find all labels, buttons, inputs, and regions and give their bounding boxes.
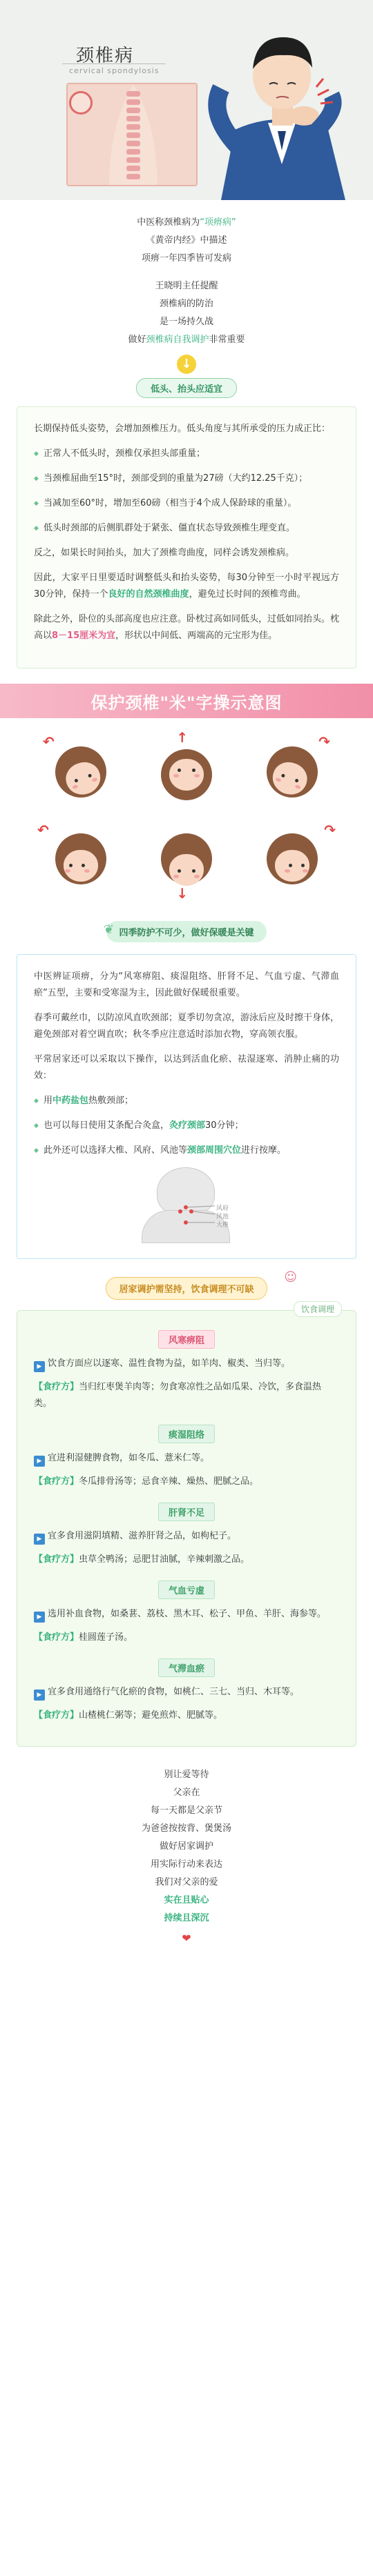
posture-paragraph-3-suffix: ，避免过长时间的颈椎弯曲。 [189, 589, 306, 600]
posture-bullet-4: ◆ 低头时颈部的后侧肌群处于紧张、僵直状态导致颈椎生理变直。 [34, 520, 339, 537]
acupoint-label-fengchi: 风池 [216, 1213, 229, 1220]
up-arrow-icon: ↑ [176, 729, 189, 746]
intro-line-7-highlight: 颈椎病自我调护 [146, 335, 209, 345]
diet-section [34, 1658, 339, 1724]
outro-line: 用实际行动来表达 [150, 1859, 222, 1870]
diet-section-title: 风寒痹阻 [158, 1330, 215, 1349]
acupoint-label-dazhui: 大椎 [216, 1222, 229, 1229]
diet-section-recipe: 【食疗方】虫草全鸭汤；忌肥甘油腻，辛辣刺激之品。 [34, 1554, 250, 1565]
play-icon: ▶ [34, 1456, 45, 1467]
seasons-bullet-3-highlight: 颈部周围穴位 [187, 1145, 242, 1156]
section-header-diet [0, 1270, 373, 1299]
diet-section [34, 1425, 339, 1490]
seasons-paragraph-1: 中医辨证项痹，分为“风寒痹阻、痰湿阻络、肝肾不足、气血亏虚、气滞血瘀”五型，主要和受寒湿为主，因此做好保暖很重要。 [34, 971, 339, 998]
intro-text [0, 200, 373, 374]
seasons-bullet-2-highlight: 灸疗颈部 [169, 1120, 206, 1131]
exercise-turn-right [240, 819, 345, 899]
diet-section-recipe: 【食疗方】冬瓜排骨汤等；忌食辛辣、燥热、肥腻之品。 [34, 1476, 259, 1487]
posture-bullet-3: ◆ 当减加至60°时，增加至60磅（相当于4个成人保龄球的重量）。 [34, 495, 339, 512]
seasons-bullet-1-highlight: 中药盐包 [52, 1096, 89, 1106]
diet-section-recipe: 【食疗方】当归红枣煲羊肉等；勿食寒凉性之品如瓜果、冷饮，多食温热类。 [34, 1382, 322, 1409]
intro-line-5: 颈椎病的防治 [159, 299, 213, 309]
curved-arrow-icon: ↷ [324, 822, 336, 838]
seasons-bullet-2-prefix: 也可以每日使用艾条配合灸盒， [44, 1120, 170, 1131]
diet-section-title: 痰湿阻络 [158, 1425, 215, 1443]
hero-divider [62, 63, 166, 64]
diet-section-tip: ▶ 宜多食用滋阴填精、滋养肝肾之品，如枸杞子。 [34, 1528, 339, 1545]
diet-section [34, 1330, 339, 1412]
diet-section-tip: ▶ 饮食方面应以逐寒、温性食物为益，如羊肉、椒类、当归等。 [34, 1356, 339, 1372]
intro-line-6: 是一场持久战 [159, 317, 213, 327]
outro-line: 每一天都是父亲节 [150, 1805, 222, 1816]
diet-section-title: 气血亏虚 [158, 1581, 215, 1599]
seasons-paragraph-3: 平常居家还可以采取以下操作，以达到活血化瘀、祛湿逐寒、消肿止痛的功效： [34, 1054, 339, 1081]
seasons-bullet-2 [34, 1118, 339, 1134]
man-with-neck-pain-icon [200, 12, 359, 200]
heart-icon: ❤ [182, 1932, 191, 1945]
seasons-bullet-1-prefix: 用 [44, 1096, 53, 1106]
exercise-diagram [0, 718, 373, 911]
posture-paragraph-2: 反之，如果长时间抬头，加大了颈椎弯曲度，同样会诱发颈椎病。 [34, 548, 295, 558]
curved-arrow-icon: ↷ [318, 733, 330, 750]
exercise-tilt-left [28, 732, 133, 812]
diet-section-tip: ▶ 选用补血食物，如桑葚、荔枝、黑木耳、松子、甲鱼、羊肝、海参等。 [34, 1606, 339, 1623]
arrow-down-icon: ↓ [177, 355, 196, 374]
intro-line-7 [0, 331, 373, 349]
neck-acupoint-figure [135, 1167, 238, 1243]
diet-section-recipe: 【食疗方】桂圆莲子汤。 [34, 1632, 133, 1643]
outro-line: 父亲在 [173, 1787, 200, 1798]
intro-line-2: 《黄帝内经》中描述 [146, 235, 227, 246]
posture-paragraph-4-highlight: 8－15厘米为宜 [52, 631, 116, 641]
play-icon: ▶ [34, 1361, 45, 1372]
acupoint-label-fengfu: 风府 [216, 1205, 229, 1212]
section-badge-diet: 居家调护需坚持，饮食调理不可缺 [106, 1277, 267, 1300]
seasons-bullet-1 [34, 1093, 339, 1109]
section-badge-posture: 低头、抬头应适宜 [136, 378, 237, 398]
diet-panel [17, 1305, 356, 1747]
down-arrow-icon: ↓ [176, 885, 189, 902]
diet-tag: 饮食调理 [294, 1301, 342, 1317]
intro-line-1-prefix: 中医称颈椎病为 [137, 217, 200, 228]
posture-paragraph-4-suffix: ，形状以中间低、两端高的元宝形为佳。 [115, 631, 278, 641]
seasons-bullet-3-prefix: 此外还可以选择大椎、风府、风池等 [44, 1145, 188, 1156]
section-header-seasons [0, 918, 373, 943]
diet-section-tip: ▶ 宜多食用通络行气化瘀的食物，如桃仁、三七、当归、木耳等。 [34, 1684, 339, 1701]
outro-line-highlight: 持续且深沉 [164, 1913, 209, 1923]
play-icon: ▶ [34, 1612, 45, 1623]
play-icon: ▶ [34, 1534, 45, 1545]
curved-arrow-icon: ↶ [37, 822, 49, 838]
posture-paragraph-4 [34, 611, 339, 644]
exercise-tilt-right [240, 732, 345, 812]
curved-arrow-icon: ↶ [43, 733, 55, 750]
posture-paragraph-4-prefix: 除此之外，卧位的头部高度也应注意。卧枕过高如同低头，过低如同抬头。枕高以 [34, 614, 340, 641]
seasons-paragraph-2: 春季可戴丝巾，以防凉风直吹颈部；夏季切勿贪凉，游泳后应及时擦干身体，避免颈部对着空调直吹；秋冬季应注意适时添加衣物，穿高领衣服。 [34, 1013, 340, 1040]
posture-paragraph-3-highlight: 良好的自然颈椎曲度 [108, 589, 189, 600]
outro-line-highlight: 实在且贴心 [164, 1895, 209, 1905]
posture-panel [17, 406, 356, 668]
play-icon: ▶ [34, 1690, 45, 1701]
exercise-look-down [133, 819, 239, 902]
diet-section [34, 1503, 339, 1568]
exercise-look-up [133, 729, 239, 812]
exercise-banner: 保护颈椎"米"字操示意图 [0, 684, 373, 718]
hero-title: 颈椎病 [76, 46, 135, 66]
exercise-turn-left [28, 819, 133, 899]
posture-paragraph-3-prefix: 因此，大家平日里要适时调整低头和抬头姿势，每30分钟至一小时平视远方30分钟，保持一个 [34, 573, 339, 600]
posture-paragraph-1: 长期保持低头姿势，会增加颈椎压力。低头角度与其所承受的压力成正比： [34, 424, 331, 434]
section-badge-seasons: 四季防护不可少，做好保暖是关键 [106, 921, 266, 942]
seasons-panel [17, 954, 356, 1259]
posture-bullet-1: ◆ 正常人不低头时，颈椎仅承担头部重量； [34, 446, 339, 462]
posture-bullet-2: ◆ 当颈椎屈曲至15°时，颈部受到的重量为27磅（大约12.25千克）； [34, 470, 339, 487]
intro-line-1 [0, 214, 373, 232]
hero-banner [0, 0, 373, 200]
diet-section-recipe: 【食疗方】山楂桃仁粥等；避免煎炸、肥腻等。 [34, 1710, 223, 1721]
seasons-bullet-2-suffix: 30分钟； [205, 1120, 244, 1131]
diet-section-tip: ▶ 宜进利湿健脾食物，如冬瓜、薏米仁等。 [34, 1450, 339, 1467]
outro-text [0, 1747, 373, 1959]
intro-line-4: 王晓明主任提醒 [155, 281, 218, 291]
outro-line: 我们对父亲的爱 [155, 1877, 218, 1888]
seasons-bullet-1-suffix: 热敷颈部； [88, 1096, 134, 1106]
intro-line-3: 项痹一年四季皆可发病 [141, 253, 231, 264]
diet-section [34, 1581, 339, 1646]
diet-section-title: 肝肾不足 [158, 1503, 215, 1521]
outro-line: 别让爱等待 [164, 1770, 209, 1780]
outro-line: 做好居家调护 [159, 1841, 213, 1852]
spine-zoom-circle [69, 91, 93, 115]
hero-subtitle: cervical spondylosis [69, 66, 160, 75]
acupoint-markers-icon [135, 1167, 238, 1243]
posture-paragraph-3 [34, 570, 339, 603]
seasons-bullet-3 [34, 1142, 339, 1159]
outro-line: 为爸爸按按背、煲煲汤 [141, 1823, 231, 1834]
intro-line-7-suffix: 非常重要 [209, 335, 245, 345]
diet-section-title: 气滞血瘀 [158, 1658, 215, 1677]
seasons-bullet-3-suffix: 进行按摩。 [241, 1145, 287, 1156]
intro-line-1-highlight: “项痹病” [200, 217, 236, 228]
girl-sticker-icon: ☺ [284, 1270, 297, 1285]
intro-line-7-prefix: 做好 [128, 335, 146, 345]
leaf-icon: ❦ [104, 922, 115, 937]
